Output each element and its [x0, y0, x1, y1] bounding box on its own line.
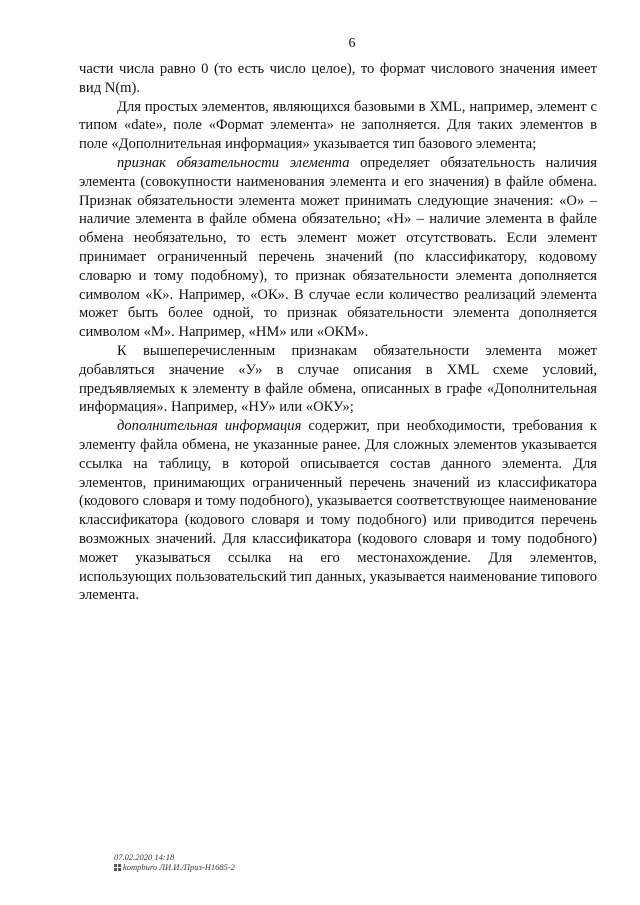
paragraph-p4 [79, 417, 597, 605]
term-italic: дополнительная информация [117, 418, 302, 435]
paragraph-p1 [79, 98, 597, 154]
document-body [79, 60, 597, 605]
footer-stamp [114, 852, 235, 872]
paragraph-p3 [79, 342, 597, 417]
paragraph-text: содержит, при необходимости, требования к элементу файла обмена, не указанные ранее. Для сложных элементов указывается ссылка на таблицу, в которой описывается состав данного элемента. Для элементов, принимающих ограниченный перечень значений из классификатора (кодового словаря и тому подобного), указывается соответствующее наименование классификатора (кодового словаря и тому подобного) или приводится перечень возможных значений. Для классификатора (кодового словаря и тому подобного) может указываться ссылка на его местонахождение. Для элементов, использующих пользовательский тип данных, указывается наименование типового элемента. [79, 418, 598, 604]
paragraph-text: определяет обязательность наличия элемента (совокупности наименования элемента и его значения) в файле обмена. Признак обязательности элемента может принимать следующие значения: «О» – наличие элемента в файле обмена обязательно; «Н» – наличие элемента в файле обмена необязательно, то есть элемент может отсутствовать. Если элемент принимает ограниченный перечень значений (по классификатору, кодовому словарю и тому подобному), то признак обязательности элемента дополняется символом «К». Например, «ОК». В случае если количество реализаций элемента может быть более одной, то признак обязательности элемента дополняется символом «М». Например, «НМ» или «ОКМ». [79, 154, 597, 341]
paragraph-p2 [79, 154, 597, 342]
paragraph-text: К вышеперечисленным признакам обязательности элемента может добавляться значение «У» в случае описания в XML схеме условий, предъявляемых к элементу в файле обмена, описанных в графе «Дополнительная информация». Например, «НУ» или «ОКУ»; [79, 342, 597, 416]
page-number: 6 [348, 36, 356, 51]
footer-path-line [114, 862, 235, 872]
paragraph-text: Для простых элементов, являющихся базовыми в XML, например, элемент с типом «date», поле «Формат элемента» не заполняется. Для таких элементов в поле «Дополнительная информация» указывается тип базового элемента; [79, 98, 597, 153]
footer-timestamp: 07.02.2020 14:18 [114, 852, 175, 862]
paragraph-text: части числа равно 0 (то есть число целое), то формат числового значения имеет вид N(m). [79, 61, 597, 96]
term-italic: признак обязательности элемента [117, 154, 350, 171]
footer-path: kompburo ЛИ.И./Приз-Н1685-2 [123, 862, 235, 872]
windows-icon [114, 864, 121, 871]
paragraph-p0 [79, 60, 597, 98]
